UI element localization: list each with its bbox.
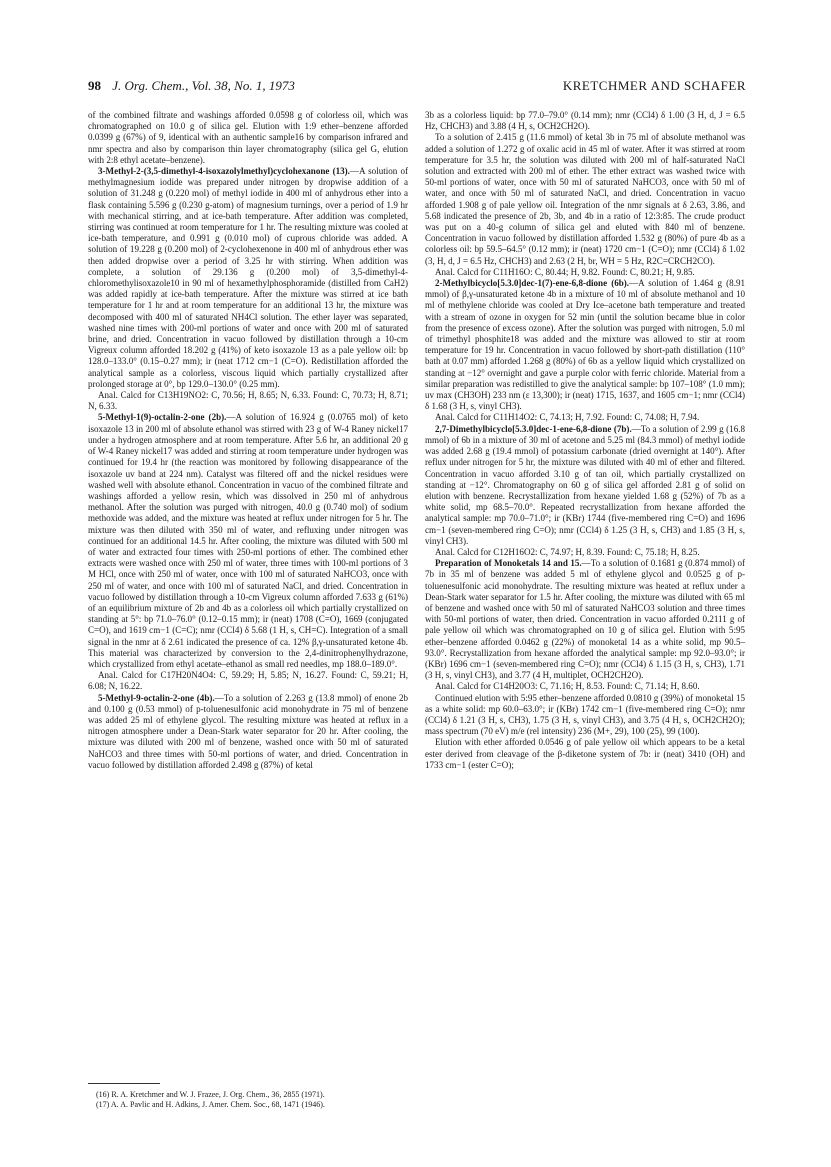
analysis-paragraph: Anal. Calcd for C13H19NO2: C, 70.56; H, 8.65; N, 6.33. Found: C, 70.73; H, 8.71; N, 6.33.	[88, 390, 408, 412]
compound-heading: 5-Methyl-9-octalin-2-one (4b).	[98, 692, 215, 703]
compound-heading: 2,7-Dimethylbicyclo[5.3.0]dec-1-ene-6,8-dione (7b).	[435, 423, 632, 434]
paragraph: Continued elution with 5:95 ether–benzene afforded 0.0810 g (39%) of monoketal 15 as a white solid: mp 60.0–63.0°; ir (KBr) 1742 cm−1 (five-membered ring C=O); nmr (CCl4) δ 1.21 (3 H, s, CH3), 1.75 (3 H, s, vinyl CH3), and 3.75 (4 H, s, OCH2CH2O); mass spectrum (70 eV) m/e (rel intensity) 236 (M+, 29), 100 (25), 99 (100).	[425, 692, 745, 737]
footnote-17: (17) A. A. Pavlic and H. Adkins, J. Amer. Chem. Soc., 68, 1471 (1946).	[96, 1100, 325, 1109]
left-column	[88, 110, 408, 771]
paragraph: 5-Methyl-1(9)-octalin-2-one (2b).—A solution of 16.924 g (0.0765 mol) of keto isoxazole 13 in 200 ml of absolute ethanol was stirred with 23 g of W-4 Raney nickel17 under a hydrogen atmosphere and at room temperature. After 5.6 hr, an additional 20 g of W-4 Raney nickel17 was added and stirring at room temperature under hydrogen was continued for 19.4 hr (the reaction was monitored by following disappearance of the isoxazole uv band at 224 nm). Catalyst was filtered off and the nickel residues were washed well with absolute ethanol. Concentration in vacuo of the combined filtrate and washings afforded a yellow resin, which was dissolved in 250 ml of anhydrous methanol. After the solution was purged with nitrogen, 40.0 g (0.740 mol) of sodium methoxide was added, and the mixture was heated at reflux under nitrogen for 5 hr. The mixture was then diluted with 350 ml of water, and refluxing under nitrogen was continued for an additional 14.5 hr. After cooling, the mixture was diluted with 500 ml of water and extracted four times with 250-ml portions of ether. The combined ether extracts were washed once with 250 ml of water, three times with 100-ml portions of 3 M HCl, once with 250 ml of water, once with 100 ml of saturated NaHCO3, once with 250 ml of water, and once with 100 ml of saturated NaCl, and dried. Concentration in vacuo followed by distillation through a 10-cm Vigreux column afforded 7.633 g (61%) of an equilibrium mixture of 2b and 4b as a colorless oil which partially crystallized on standing at 5°: bp 71.0–76.0° (0.12–0.15 mm); ir (neat) 1708 (C=O), 1669 (conjugated C=O), and 1619 cm−1 (C=C); nmr (CCl4) δ 5.68 (1 H, s, CH=C). Integration of a small signal in the nmr at δ 2.61 indicated the presence of ca. 12% β,γ-unsaturated ketone 4b. This material was characterized by conversion to the 2,4-dinitrophenylhydrazone, which crystallized from ethyl acetate–ethanol as small red needles, mp 188.0–189.0°.	[88, 412, 408, 669]
paragraph: of the combined filtrate and washings afforded 0.0598 g of colorless oil, which was chromatographed on 10.0 g of silica gel. Elution with 1:9 ether–benzene afforded 0.0399 g (67%) of 9, identical with an authentic sample16 by comparison infrared and nmr spectra and also by comparison thin layer chromatography (silica gel G, elution with 2:8 ethyl acetate–benzene).	[88, 110, 408, 165]
paragraph: 3b as a colorless liquid: bp 77.0–79.0° (0.14 mm); nmr (CCl4) δ 1.00 (3 H, d, J = 6.5 Hz, CHCH3) and 3.88 (4 H, s, OCH2CH2O).	[425, 110, 745, 132]
analysis-paragraph: Anal. Calcd for C11H14O2: C, 74.13; H, 7.92. Found: C, 74.08; H, 7.94.	[435, 412, 700, 423]
paragraph: 2-Methylbicyclo[5.3.0]dec-1(7)-ene-6,8-dione (6b).—A solution of 1.464 g (8.91 mmol) of β,γ-unsaturated ketone 4b in a mixture of 10 ml of absolute methanol and 10 ml of methylene chloride was cooled at Dry Ice–acetone bath temperature and treated with a stream of ozone in oxygen for 52 min (until the solution became blue in color from the presence of excess ozone). After the solution was purged with nitrogen, 5.0 ml of trimethyl phosphite18 was added and the mixture was allowed to stir at room temperature for 19 hr. Concentration in vacuo followed by short-path distillation (110° bath at 0.07 mm) afforded 1.268 g (80%) of 6b as a yellow liquid which crystallized on standing at −12° overnight and gave a purple color with ferric chloride. Material from a similar preparation was redistilled to give the analytical sample: bp 107–108° (1.0 mm); uv max (CH3OH) 233 nm (ε 13,300); ir (neat) 1715, 1637, and 1605 cm−1; nmr (CCl4) δ 1.68 (3 H, s, vinyl CH3).	[425, 278, 746, 412]
compound-heading: 5-Methyl-1(9)-octalin-2-one (2b).	[98, 412, 227, 423]
running-authors: KRETCHMER AND SCHAFER	[562, 78, 746, 93]
section-heading: Preparation of Monoketals 14 and 15.	[435, 558, 582, 569]
compound-heading: 2-Methylbicyclo[5.3.0]dec-1(7)-ene-6,8-dione (6b).	[435, 278, 630, 289]
paragraph: 3-Methyl-2-(3,5-dimethyl-4-isoxazolylmethyl)cyclohexanone (13).—A solution of methylmagnesium iodide was prepared under nitrogen by dropwise addition of a solution of 31.248 g (0.220 mol) of methyl iodide in 400 ml of anhydrous ether into a flask containing 5.596 g (0.230 g-atom) of magnesium turnings, over a period of 1.9 hr with mechanical stirring, and at ice-bath temperature. After addition was completed, stirring was continued at room temperature for 1 hr. The resulting mixture was cooled at ice-bath temperature, and 0.991 g (0.010 mol) of cuprous chloride was added. A solution of 19.228 g (0.200 mol) of 2-cyclohexenone in 400 ml of anhydrous ether was then added dropwise over a period of 3.25 hr with stirring. When addition was complete, a solution of 29.136 g (0.200 mol) of 3,5-dimethyl-4-chloromethylisoxazole10 in 90 ml of hexamethylphosphoramide (distilled from CaH2) was added rapidly at ice-bath temperature. After the mixture was stirred at ice bath temperature for 1 hr and at room temperature for an additional 13 hr, the mixture was decomposed with 400 ml of saturated NH4Cl solution. The ether layer was separated, washed nine times with 200-ml portions of water and once with 200 ml of saturated brine, and dried. Concentration in vacuo followed by distillation through a 10-cm Vigreux column afforded 18.202 g (41%) of keto isoxazole 13 as a pale yellow oil: bp 128.0–133.0° (0.15–0.27 mm); ir (neat 1712 cm−1 (C=O). Redistillation afforded the analytical sample as a colorless, viscous liquid which partially crystallized after prolonged storage at 0°, bp 129.0–130.0° (0.25 mm).	[88, 166, 408, 389]
paragraph: Preparation of Monoketals 14 and 15.—To a solution of 0.1681 g (0.874 mmol) of 7b in 35 ml of benzene was added 5 ml of ethylene glycol and 0.0525 g of p-toluenesulfonic acid monohydrate. The resulting mixture was heated at reflux under a Dean-Stark water separator for 1.5 hr. After cooling, the mixture was diluted with 65 ml of benzene and washed once with 50 ml of saturated NaHCO3 solution and three times with 50-ml portions of water, then dried. Concentration in vacuo afforded 0.2111 g of pale yellow oil which was chromatographed on 10 g of silica gel. Elution with 5:95 ether–benzene afforded 0.0462 g (22%) of monoketal 14 as a white solid, mp 90.5–93.0°. Recrystallization from hexane afforded the analytical sample: mp 92.0–93.0°; ir (KBr) 1696 cm−1 (seven-membered ring C=O); nmr (CCl4) δ 1.15 (3 H, s, CH3), 1.71 (3 H, s, vinyl CH3), and 3.77 (4 H, multiplet, OCH2CH2O).	[425, 558, 745, 681]
analysis-paragraph: Anal. Calcd for C17H20N4O4: C, 59.29; H, 5.85; N, 16.27. Found: C, 59.21; H, 6.08; N, 16.22.	[88, 670, 408, 692]
analysis-paragraph: Anal. Calcd for C14H20O3: C, 71.16; H, 8.53. Found: C, 71.14; H, 8.60.	[435, 681, 700, 692]
analysis-paragraph: Anal. Calcd for C12H16O2: C, 74.97; H, 8.39. Found: C, 75.18; H, 8.25.	[435, 546, 700, 557]
analysis-paragraph: Anal. Calcd for C11H16O: C, 80.44; H, 9.82. Found: C, 80.21; H, 9.85.	[435, 266, 695, 277]
paragraph: 5-Methyl-9-octalin-2-one (4b).—To a solution of 2.263 g (13.8 mmol) of enone 2b and 0.100 g (0.53 mmol) of p-toluenesulfonic acid monohydrate in 75 ml of benzene was added 25 ml of ethylene glycol. The resulting mixture was heated at reflux in a nitrogen atmosphere under a Dean-Stark water separator for 20 hr. After cooling, the mixture was diluted with 200 ml of benzene, washed once with 50 ml of saturated NaHCO3 and three times with 50-ml portions of water, and dried. Concentration in vacuo followed by distillation afforded 2.498 g (87%) of ketal	[88, 692, 409, 770]
paragraph: 2,7-Dimethylbicyclo[5.3.0]dec-1-ene-6,8-dione (7b).—To a solution of 2.99 g (16.8 mmol) of 6b in a mixture of 30 ml of acetone and 5.25 ml (84.3 mmol) of methyl iodide was added 2.68 g (19.4 mmol) of potassium carbonate (dried overnight at 140°). After reflux under nitrogen for 5 hr, the mixture was diluted with 40 ml of ether and filtered. Concentration in vacuo afforded 3.10 g of tan oil, which partially crystallized on standing at −12°. Chromatography on 60 g of silica gel afforded 2.81 g of solid on elution with benzene. Recrystallization from hexane yielded 1.68 g (52%) of 7b as a white solid, mp 68.5–70.0°. Repeated recrystallization from hexane afforded the analytical sample: mp 70.0–71.0°; ir (KBr) 1744 (five-membered ring C=O) and 1696 cm−1 (seven-membered ring C=O); nmr (CCl4) δ 1.25 (3 H, s, CH3) and 1.85 (3 H, s, vinyl CH3).	[425, 423, 745, 546]
page-number: 98	[88, 78, 101, 93]
page-header	[88, 78, 746, 94]
paragraph: Elution with ether afforded 0.0546 g of pale yellow oil which appears to be a ketal ester derived from cleavage of the β-diketone system of 7b: ir (neat) 3410 (OH) and 1733 cm−1 (ester C=O);	[425, 737, 745, 770]
compound-heading: 3-Methyl-2-(3,5-dimethyl-4-isoxazolylmethyl)cyclohexanone (13).	[98, 166, 350, 177]
footnote-rule	[88, 1083, 160, 1084]
paragraph: To a solution of 2.415 g (11.6 mmol) of ketal 3b in 75 ml of absolute methanol was added a solution of 1.272 g of oxalic acid in 45 ml of water. After it was stirred at room temperature for 3.5 hr, the solution was diluted with 200 ml of half-saturated NaCl solution and extracted with 200 ml of ether. The ether extract was washed twice with 50-ml portions of water, once with 50 ml of saturated NaHCO3, once with 50 ml of water, and once with 50 ml of saturated NaCl, and dried. Concentration in vacuo afforded 1.908 g of pale yellow oil. Integration of the nmr signals at δ 2.63, 3.86, and 5.68 indicated the presence of 2b, 3b, and 4b in a ratio of 12:3:85. The crude product was put on a 40-g column of silica gel and eluted with 840 ml of benzene. Concentration in vacuo followed by distillation afforded 1.532 g (80%) of pure 4b as a colorless oil: bp 59.5–64.5° (0.12 mm); ir (neat) 1720 cm−1 (C=O); nmr (CCl4) δ 1.02 (3, H, d, J = 6.5 Hz, CHCH3) and 2.63 (2 H, br, WH = 5 Hz, R2C=CRCH2CO).	[425, 132, 745, 266]
journal-citation: J. Org. Chem., Vol. 38, No. 1, 1973	[112, 78, 295, 93]
right-column	[425, 110, 745, 771]
footnote-16: (16) R. A. Kretchmer and W. J. Frazee, J. Org. Chem., 36, 2855 (1971).	[96, 1090, 325, 1099]
